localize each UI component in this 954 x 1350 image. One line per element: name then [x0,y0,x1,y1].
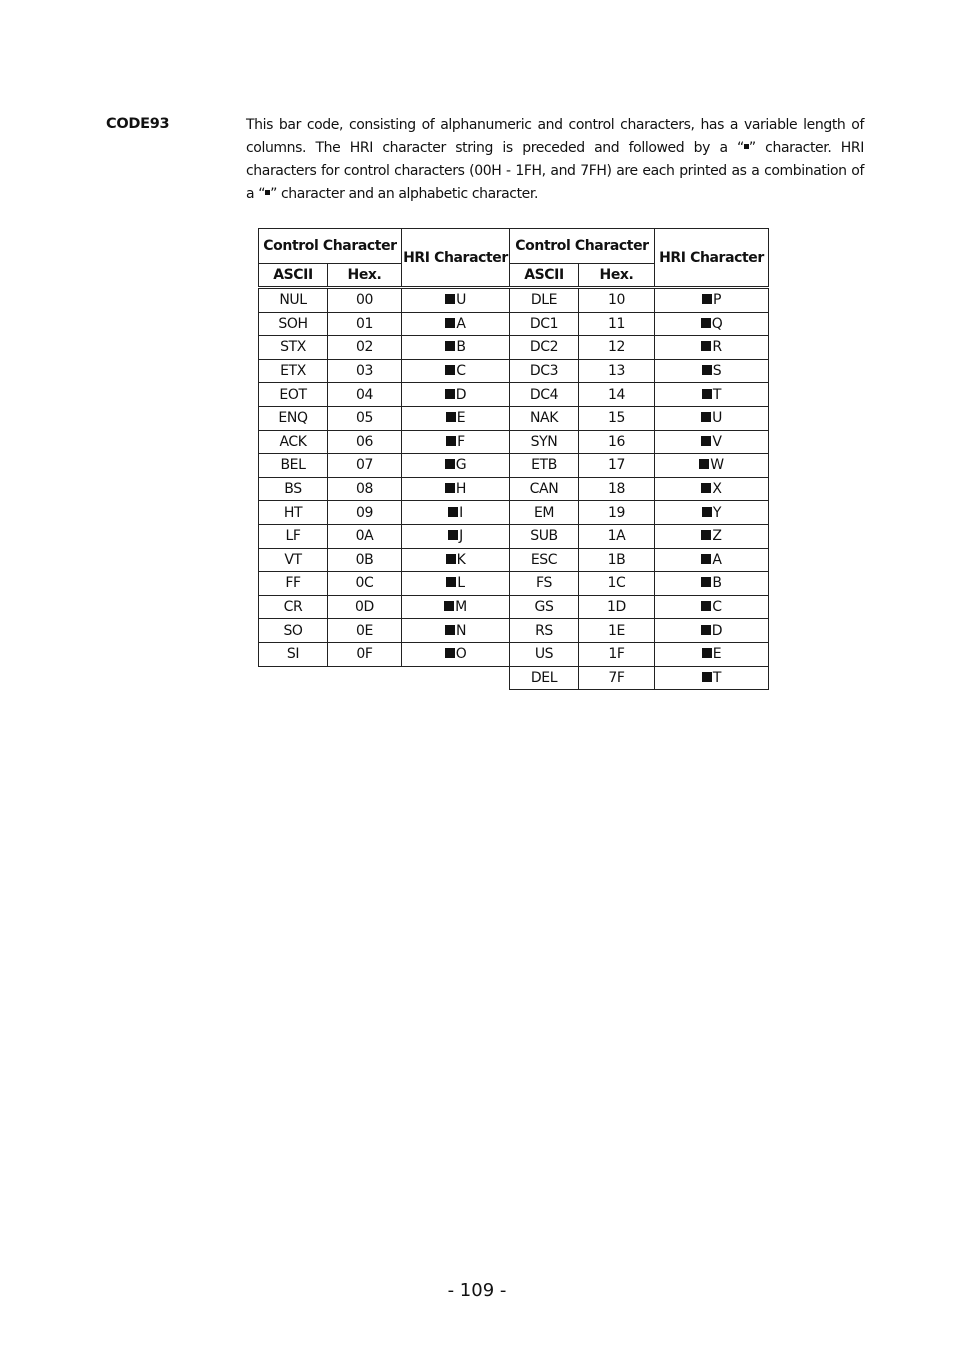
table-row [259,359,769,383]
hri-letter: G [455,457,467,474]
hex-cell: 0C [328,572,402,596]
hex-cell: 0B [328,548,402,572]
black-square-icon [446,554,456,564]
hex-cell: 15 [579,406,655,430]
hri-letter: B [712,575,722,592]
hex-cell: 0E [328,619,402,643]
hri-letter: J [459,528,463,545]
hri-cell [402,619,510,643]
hri-cell [655,619,769,643]
empty-cell [328,666,402,690]
hex-cell: 05 [328,406,402,430]
hex-cell: 0D [328,595,402,619]
hex-cell: 06 [328,430,402,454]
black-square-icon [446,436,456,446]
hri-letter: R [712,339,722,356]
header-hex-left: Hex. [328,264,402,288]
table-row [259,642,769,666]
table-row [259,501,769,525]
ascii-cell: DC4 [510,383,579,407]
table-row [259,406,769,430]
ascii-cell: ESC [510,548,579,572]
table-row [259,430,769,454]
hex-cell: 19 [579,501,655,525]
hri-cell [655,572,769,596]
ascii-cell: RS [510,619,579,643]
table-row [259,288,769,313]
description-part-3: ” character and an alphabetic character. [270,186,539,202]
hri-letter: Y [712,504,722,521]
empty-cell [259,666,328,690]
hri-letter: W [710,457,724,474]
hex-cell: 04 [328,383,402,407]
hex-cell: 16 [579,430,655,454]
hri-cell [402,454,510,478]
hri-cell [655,501,769,525]
ascii-cell: ETB [510,454,579,478]
black-square-icon [702,294,712,304]
hex-cell: 1D [579,595,655,619]
hri-cell [402,572,510,596]
black-square-icon [702,507,712,517]
hri-letter: V [712,433,722,450]
ascii-cell: SUB [510,524,579,548]
black-square-icon [445,389,455,399]
ascii-cell: LF [259,524,328,548]
hri-letter: Z [712,528,722,545]
hex-cell: 1E [579,619,655,643]
hri-cell [402,548,510,572]
description-part-2: ” character. HRI characters for control characters (00H - 1FH, and 7FH) are each printed as a combination of a “ [246,140,864,202]
ascii-cell: ENQ [259,406,328,430]
ascii-cell: SYN [510,430,579,454]
ascii-cell: SI [259,642,328,666]
black-square-icon [702,648,712,658]
black-square-icon [445,341,455,351]
hri-cell [655,359,769,383]
table-row [259,666,769,690]
hex-cell: 09 [328,501,402,525]
hri-letter: D [455,386,467,403]
black-square-icon [701,601,711,611]
hri-cell [655,642,769,666]
hex-cell: 1B [579,548,655,572]
ascii-cell: DEL [510,666,579,690]
header-ascii-right: ASCII [510,264,579,288]
hri-letter: U [456,292,466,309]
black-square-icon [448,530,458,540]
table-row [259,312,769,336]
black-square-icon [701,554,711,564]
hri-letter: I [459,504,463,521]
ascii-cell: CAN [510,477,579,501]
hri-letter: Q [711,315,723,332]
black-square-icon [448,507,458,517]
ascii-cell: BS [259,477,328,501]
hri-cell [655,477,769,501]
hri-cell [655,595,769,619]
table-row [259,572,769,596]
page-number: - 109 - [447,1280,507,1301]
header-control-character-right: Control Character [510,229,655,264]
ascii-cell: NUL [259,288,328,313]
black-square-icon [702,672,712,682]
hex-cell: 1C [579,572,655,596]
hri-letter: C [456,363,466,380]
ascii-cell: EOT [259,383,328,407]
empty-cell [402,666,510,690]
hex-cell: 1A [579,524,655,548]
hri-cell [655,383,769,407]
hri-letter: M [455,599,467,616]
hri-letter: E [712,646,722,663]
ascii-cell: EM [510,501,579,525]
black-square-icon [446,412,456,422]
hex-cell: 11 [579,312,655,336]
header-ascii-left: ASCII [259,264,328,288]
hri-cell [402,312,510,336]
hri-letter: C [712,599,722,616]
table-row [259,524,769,548]
ascii-cell: SOH [259,312,328,336]
table-row [259,383,769,407]
hri-cell [402,642,510,666]
header-hri-character-left: HRI Character [402,229,510,288]
black-square-icon [699,459,709,469]
hri-cell [402,336,510,360]
black-square-icon [701,483,711,493]
black-square-icon [701,625,711,635]
hri-letter: O [455,646,467,663]
ascii-cell: SO [259,619,328,643]
hex-cell: 12 [579,336,655,360]
black-square-icon [701,436,711,446]
ascii-cell: CR [259,595,328,619]
hri-cell [655,312,769,336]
hri-letter: F [457,433,465,450]
hri-cell [655,288,769,313]
ascii-cell: DC3 [510,359,579,383]
header-hex-right: Hex. [579,264,655,288]
hex-cell: 1F [579,642,655,666]
black-square-icon [701,318,711,328]
hri-letter: T [712,386,722,403]
hri-letter: T [712,669,722,686]
hri-cell [402,430,510,454]
black-square-icon [445,625,455,635]
ascii-cell: STX [259,336,328,360]
ascii-cell: BEL [259,454,328,478]
hri-letter: B [456,339,466,356]
hri-cell [402,595,510,619]
black-square-icon [445,459,455,469]
hri-letter: E [456,410,466,427]
table-row [259,477,769,501]
table-row [259,595,769,619]
hex-cell: 0F [328,642,402,666]
hex-cell: 02 [328,336,402,360]
hex-cell: 08 [328,477,402,501]
hri-cell [655,548,769,572]
black-square-icon [445,483,455,493]
black-square-icon [702,365,712,375]
ascii-cell: HT [259,501,328,525]
hri-cell [402,383,510,407]
black-square-icon [702,389,712,399]
black-square-icon [445,365,455,375]
hri-letter: P [712,292,722,309]
table-row [259,336,769,360]
ascii-cell: GS [510,595,579,619]
hri-cell [402,288,510,313]
section-heading: CODE93 [106,116,170,132]
hri-cell [402,524,510,548]
ascii-cell: DC1 [510,312,579,336]
hri-letter: S [712,363,722,380]
description-paragraph [246,114,864,206]
hex-cell: 03 [328,359,402,383]
hri-letter: H [455,481,467,498]
hri-cell [402,477,510,501]
ascii-cell: DC2 [510,336,579,360]
hri-letter: A [456,315,466,332]
hri-letter: D [711,622,723,639]
hri-cell [402,359,510,383]
hex-cell: 14 [579,383,655,407]
black-square-icon [444,601,454,611]
black-square-icon [701,530,711,540]
hex-cell: 07 [328,454,402,478]
code93-control-character-table [258,228,769,690]
hri-letter: X [712,481,722,498]
hri-cell [655,406,769,430]
hex-cell: 18 [579,477,655,501]
ascii-cell: ACK [259,430,328,454]
ascii-cell: FS [510,572,579,596]
ascii-cell: NAK [510,406,579,430]
black-square-icon [446,577,456,587]
hex-cell: 0A [328,524,402,548]
hex-cell: 13 [579,359,655,383]
hri-cell [655,336,769,360]
black-square-icon [445,648,455,658]
hri-cell [655,430,769,454]
hri-letter: K [456,551,466,568]
black-square-icon [445,294,455,304]
hri-cell [402,406,510,430]
header-hri-character-right: HRI Character [655,229,769,288]
black-square-icon [701,577,711,587]
hri-cell [402,501,510,525]
black-square-icon [445,318,455,328]
hex-cell: 7F [579,666,655,690]
table-row [259,548,769,572]
ascii-cell: US [510,642,579,666]
ascii-cell: DLE [510,288,579,313]
hex-cell: 01 [328,312,402,336]
ascii-cell: FF [259,572,328,596]
table-row [259,454,769,478]
hri-letter: N [455,622,467,639]
hri-letter: U [712,410,722,427]
hri-cell [655,524,769,548]
hri-cell [655,666,769,690]
table-row [259,619,769,643]
description-part-1: This bar code, consisting of alphanumeric and control characters, has a variable length of columns. The HRI character string is preceded and followed by a “ [246,117,864,156]
header-control-character-left: Control Character [259,229,402,264]
ascii-cell: ETX [259,359,328,383]
hex-cell: 00 [328,288,402,313]
hri-letter: A [712,551,722,568]
black-square-icon [701,341,711,351]
hri-letter: L [457,575,465,592]
ascii-cell: VT [259,548,328,572]
hex-cell: 17 [579,454,655,478]
black-square-icon [701,412,711,422]
hri-cell [655,454,769,478]
hex-cell: 10 [579,288,655,313]
